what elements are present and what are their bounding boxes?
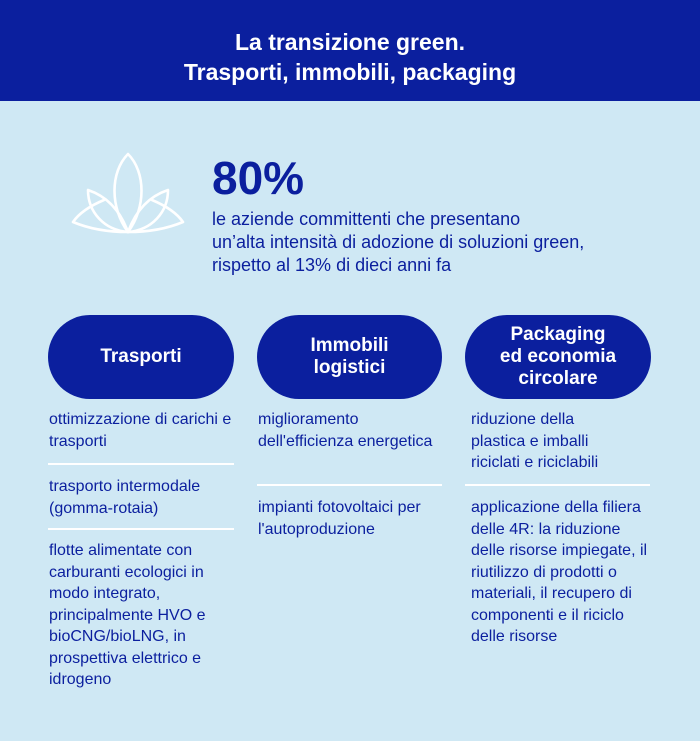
header-banner [0,0,700,101]
header-title-line1: La transizione green. [234,29,466,55]
trasporti-item-2: trasporto intermodale (gomma-rotaia) [49,478,201,517]
stat-description [212,208,682,277]
stat-desc-line2: un’alta intensità di adozione di soluzioni green, [212,232,585,252]
pill-trasporti [48,315,234,399]
immobili-item-2: impianti fotovoltaici per l'autoproduzione [258,499,421,538]
packaging-divider-1 [465,484,650,486]
pill-immobili-title-line2: logistici [313,357,386,378]
immobili-divider-1 [257,484,442,486]
pill-immobili-title-line1: Immobili [310,335,389,356]
packaging-item-2: applicazione della filiera delle 4R: la riduzione delle risorse impiegate, il riutilizzo di prodotti o materiali, il recupero di componenti e il riciclo delle risorse [471,499,648,645]
pill-packaging-title-line2: ed economia [499,346,617,367]
header-title-line2: Trasporti, immobili, packaging [183,59,517,85]
stat-value: 80% [212,152,305,204]
trasporti-divider-2 [48,528,234,530]
packaging-item-1: riduzione della plastica e imballi riciclati e riciclabili [471,411,599,471]
trasporti-item-3: flotte alimentate con carburanti ecologici in modo integrato, principalmente HVO e bioCNG/bioLNG, in prospettiva elettrico e idrogeno [49,542,206,688]
pill-immobili [257,315,442,399]
immobili-item-1: miglioramento dell'efficienza energetica [258,411,433,450]
trasporti-divider-1 [48,463,234,465]
pill-packaging-title-line3: circolare [518,368,598,389]
stat-desc-line1: le aziende committenti che presentano [212,209,521,229]
lotus-icon [70,150,186,245]
pill-packaging-title-line1: Packaging [510,324,606,345]
trasporti-item-1: ottimizzazione di carichi e trasporti [49,411,232,450]
stat-desc-line3: rispetto al 13% di dieci anni fa [212,255,452,275]
pill-trasporti-title: Trasporti [100,346,182,367]
pill-packaging [465,315,651,399]
